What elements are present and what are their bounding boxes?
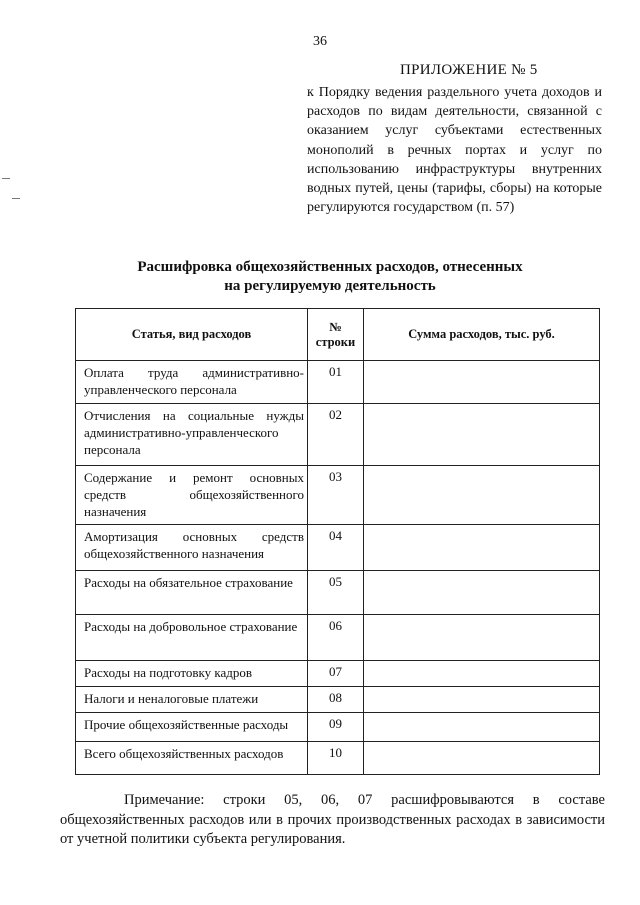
expense-sum-cell[interactable] <box>364 661 600 687</box>
footnote-text: Примечание: строки 05, 06, 07 расшифровываются в составе общехозяйственных расходов или в прочих производственных расходах в зависимости от учетной политики субъекта регулирования. <box>60 792 605 847</box>
table-row <box>76 571 600 615</box>
header-expense-item: Статья, вид расходов <box>76 309 308 361</box>
expense-sum-cell[interactable] <box>364 742 600 775</box>
expense-item-name: Всего общехозяйственных расходов <box>76 742 308 775</box>
expense-sum-cell[interactable] <box>364 466 600 525</box>
appendix-text: к Порядку ведения раздельного учета доходов и расходов по видам деятельности, связанной с оказанием услуг субъектами естественных монополий в речных портах и услуг по использованию инфраструктуры внутренних водных путей, цены (тарифы, сборы) на которые регулируются государством (п. 57) <box>307 85 602 216</box>
margin-mark <box>2 178 10 179</box>
row-number: 09 <box>308 713 364 742</box>
expense-item-name: Прочие общехозяйственные расходы <box>76 713 308 742</box>
page-number: 36 <box>313 34 327 49</box>
appendix-title: ПРИЛОЖЕНИЕ № 5 <box>400 62 538 78</box>
heading-line-2: на регулируемую деятельность <box>224 278 436 294</box>
margin-mark <box>12 198 20 199</box>
expense-item-name: Расходы на обязательное страхование <box>76 571 308 615</box>
expense-sum-cell[interactable] <box>364 687 600 713</box>
table-row <box>76 687 600 713</box>
row-number: 10 <box>308 742 364 775</box>
expense-sum-cell[interactable] <box>364 404 600 466</box>
table-row <box>76 525 600 571</box>
row-number: 02 <box>308 404 364 466</box>
header-number-sign: № <box>329 319 342 334</box>
heading-line-1: Расшифровка общехозяйственных расходов, отнесенных <box>137 259 523 275</box>
expense-sum-cell[interactable] <box>364 571 600 615</box>
table-header-row <box>76 309 600 361</box>
table-row <box>76 742 600 775</box>
expenses-table <box>75 308 600 775</box>
expense-item-name: Налоги и неналоговые платежи <box>76 687 308 713</box>
table-row <box>76 713 600 742</box>
header-expense-sum: Сумма расходов, тыс. руб. <box>364 309 600 361</box>
expense-item-name: Амортизация основных средств общехозяйственного назначения <box>76 525 308 571</box>
table-row <box>76 615 600 661</box>
row-number: 06 <box>308 615 364 661</box>
expense-sum-cell[interactable] <box>364 361 600 404</box>
document-heading <box>60 258 600 296</box>
expense-sum-cell[interactable] <box>364 525 600 571</box>
expense-sum-cell[interactable] <box>364 713 600 742</box>
table-row <box>76 661 600 687</box>
row-number: 05 <box>308 571 364 615</box>
row-number: 04 <box>308 525 364 571</box>
expense-item-name: Отчисления на социальные нужды административно-управленческого персонала <box>76 404 308 466</box>
table-row <box>76 466 600 525</box>
row-number: 03 <box>308 466 364 525</box>
footnote <box>60 791 605 850</box>
expense-item-name: Расходы на добровольное страхование <box>76 615 308 661</box>
header-number-label: строки <box>315 334 356 349</box>
table-row <box>76 404 600 466</box>
row-number: 07 <box>308 661 364 687</box>
expense-item-name: Расходы на подготовку кадров <box>76 661 308 687</box>
expense-item-name: Содержание и ремонт основных средств общехозяйственного назначения <box>76 466 308 525</box>
expense-item-name: Оплата труда административно-управленческого персонала <box>76 361 308 404</box>
expense-sum-cell[interactable] <box>364 615 600 661</box>
header-row-number <box>308 309 364 361</box>
row-number: 08 <box>308 687 364 713</box>
table-row <box>76 361 600 404</box>
row-number: 01 <box>308 361 364 404</box>
